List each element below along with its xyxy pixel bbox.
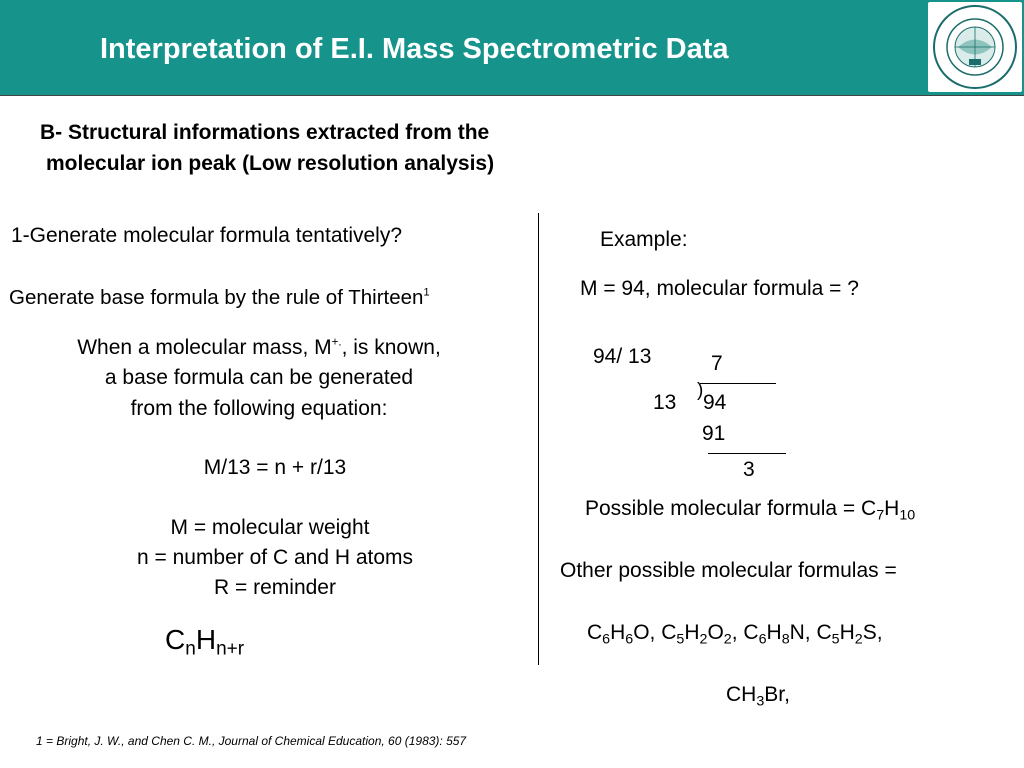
step-1-text: 1-Generate molecular formula tentatively?: [11, 224, 403, 247]
definition-r: R = reminder: [214, 576, 336, 599]
division-quotient: 7: [711, 352, 723, 375]
university-seal-icon: [928, 2, 1022, 92]
other-formula-ch3br: $CH_3Br$,: [726, 683, 790, 710]
example-label: Example:: [600, 228, 688, 251]
rule-equation: M/13 = n + r/13: [203, 456, 347, 479]
example-problem: M = 94, molecular formula = ?: [580, 277, 859, 300]
intro-line-1: When a molecular mass, M+., is known,: [77, 336, 441, 359]
division-bracket: ): [697, 380, 704, 401]
division-top-line: [700, 383, 776, 384]
possible-formula: Possible molecular formula = $C_7H_{10}$: [585, 497, 916, 524]
division-bottom-line: [708, 453, 786, 454]
definition-n: n = number of C and H atoms: [136, 546, 414, 569]
header-bar: [0, 0, 1024, 95]
rule-of-thirteen-text: Generate base formula by the rule of Thirteen$^1$: [9, 286, 430, 309]
division-divisor: 13: [653, 391, 677, 414]
other-formulas-list: $C_6H_6O$, $C_5H_2O_2$, $C_6H_8N$, $C_5H_2S$,: [587, 621, 883, 648]
definition-m: M = molecular weight: [170, 516, 370, 539]
division-remainder: 3: [743, 458, 755, 481]
header-divider: [0, 95, 1024, 96]
division-dividend: 94: [703, 391, 727, 414]
radical-cation-sup: +.: [331, 336, 342, 349]
intro-line-2: a base formula can be generated: [104, 366, 414, 389]
section-heading-line2: molecular ion peak (Low resolution analysis): [46, 152, 495, 175]
logo: [928, 2, 1022, 92]
slide-title: Interpretation of E.I. Mass Spectrometric Data: [100, 33, 729, 65]
base-formula: $C_nH_{n+r}$: [165, 624, 245, 660]
footnote-ref: 1: [423, 286, 430, 299]
division-label: 94/ 13: [593, 345, 652, 368]
section-heading-line1: B- Structural informations extracted from the: [40, 121, 490, 144]
column-divider: [538, 213, 539, 665]
other-formulas-label: Other possible molecular formulas =: [560, 559, 897, 582]
division-product: 91: [702, 422, 726, 445]
intro-line-3: from the following equation:: [130, 397, 388, 420]
footnote: 1 = Bright, J. W., and Chen C. M., Journal of Chemical Education, 60 (1983): 557: [36, 734, 467, 748]
